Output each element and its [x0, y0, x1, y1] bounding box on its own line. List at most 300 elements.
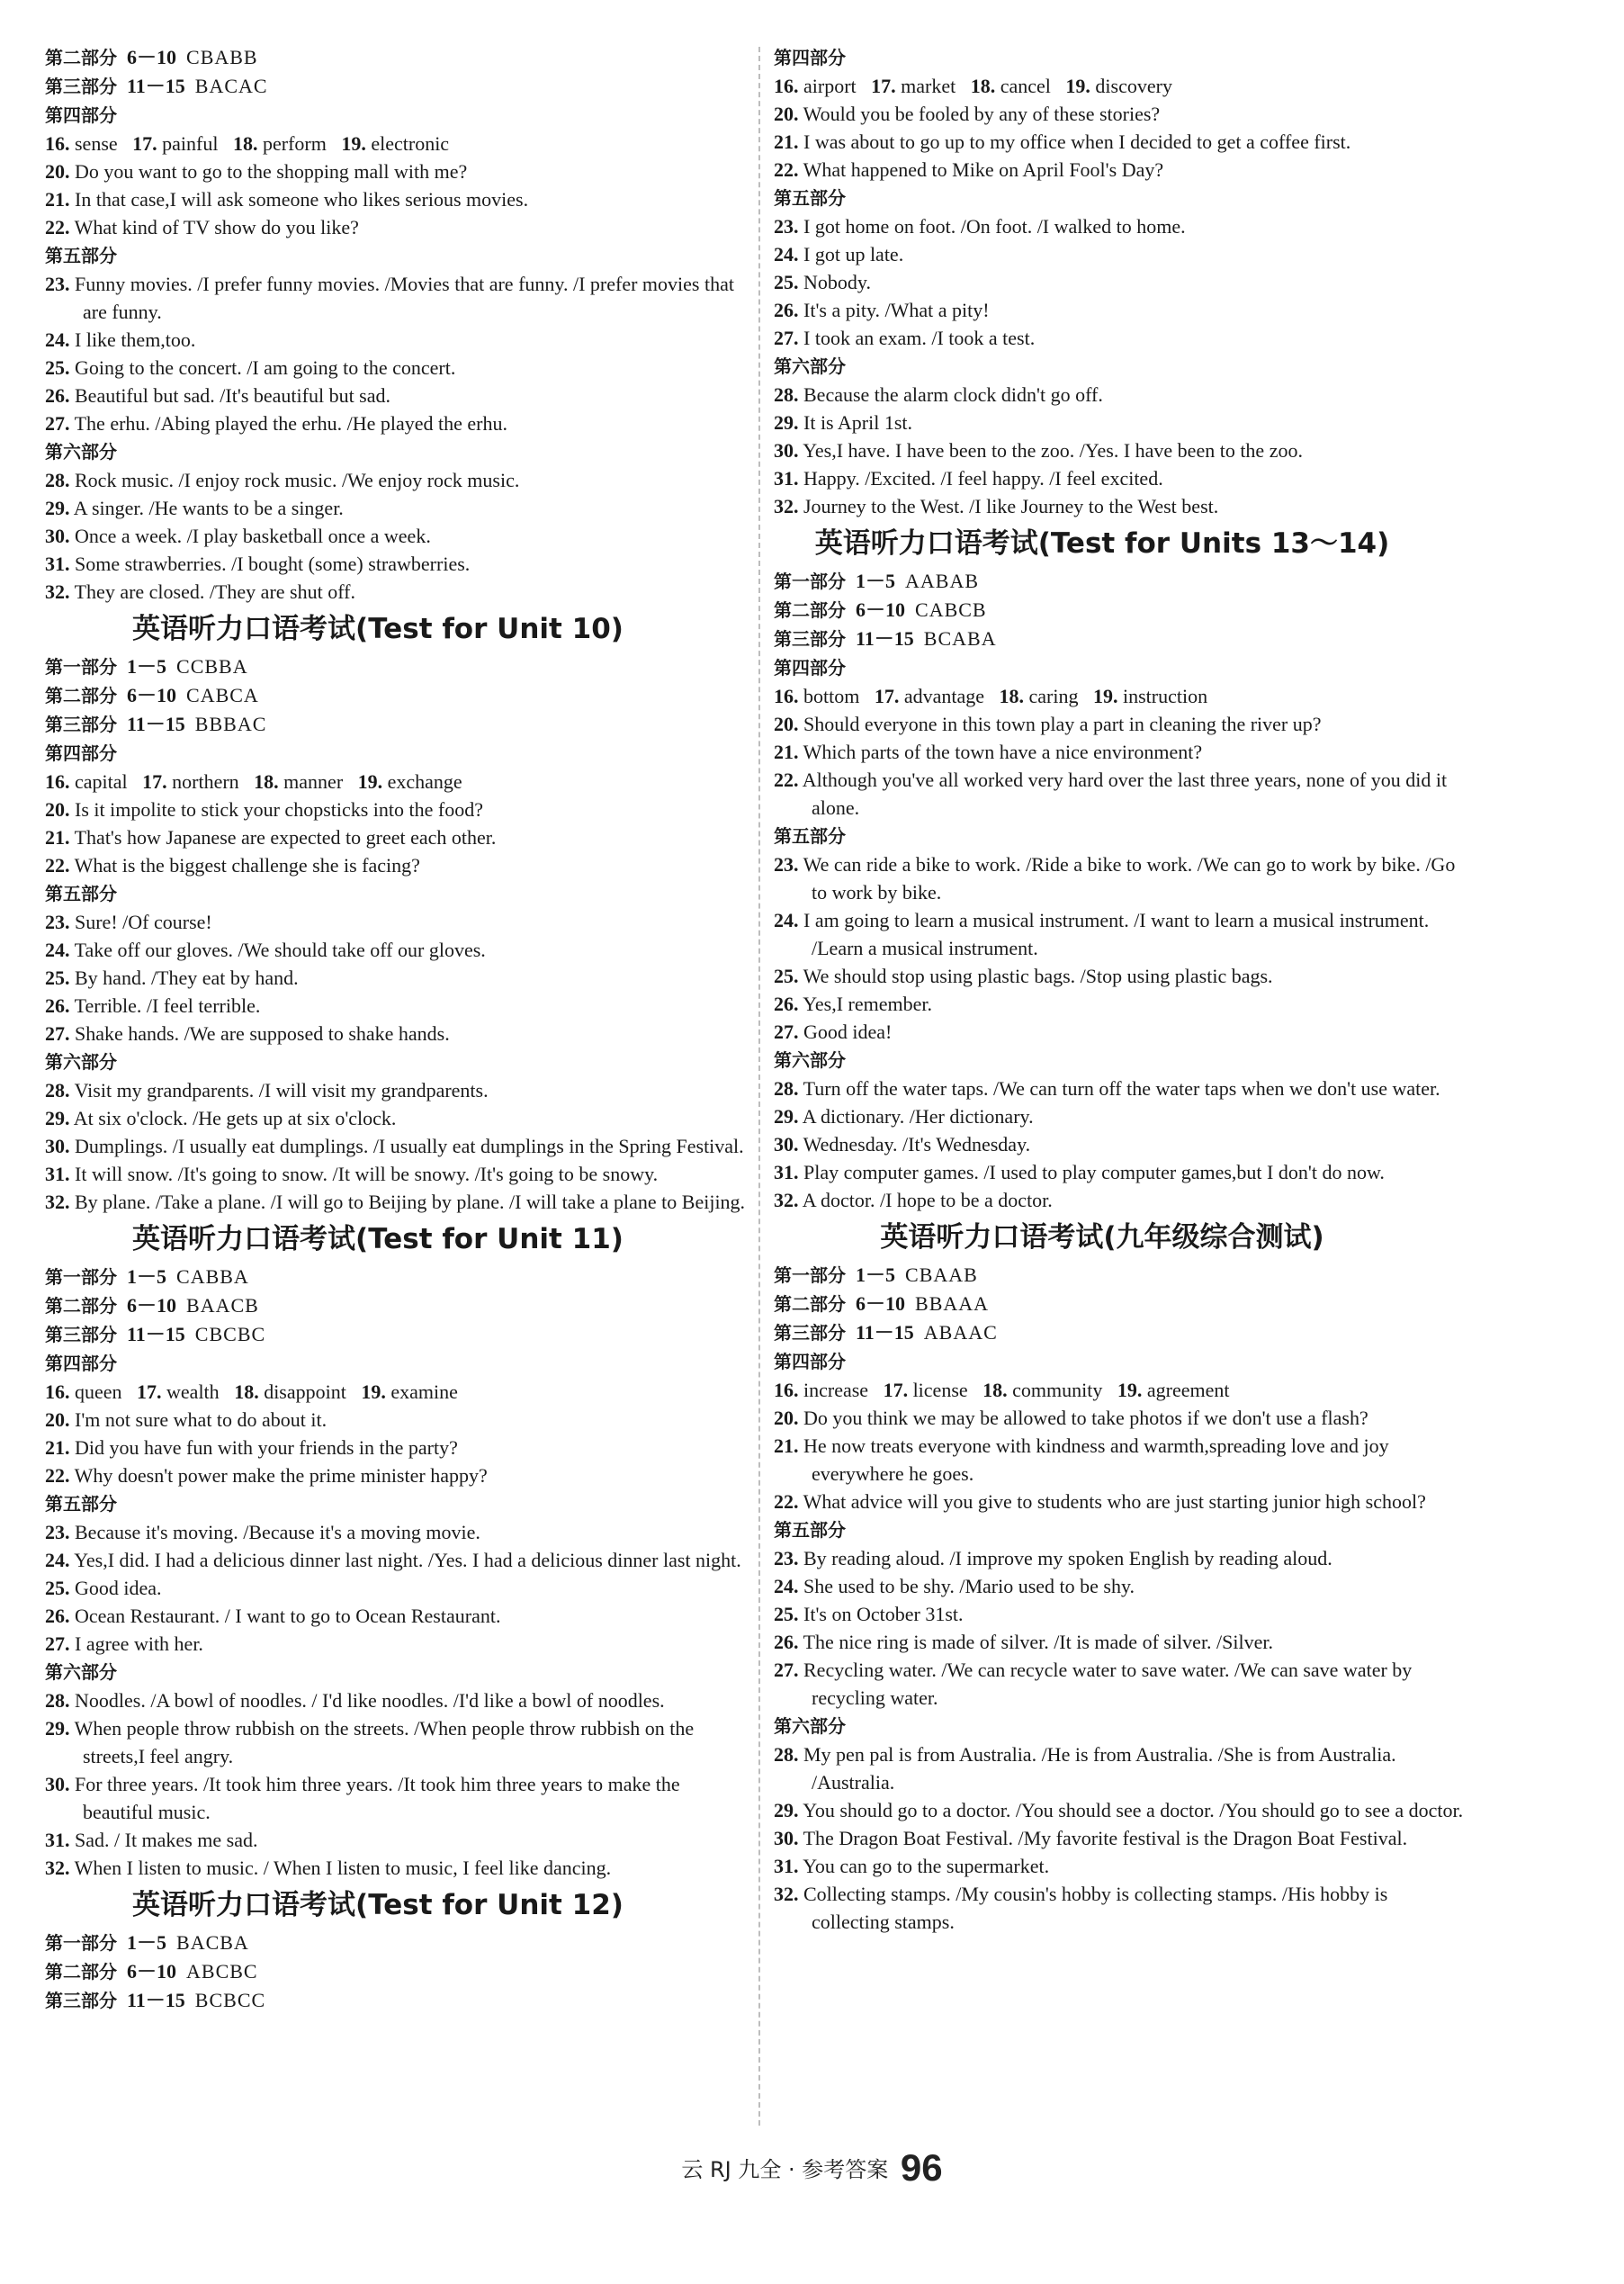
question-number: 25.	[774, 271, 799, 293]
part-label: 第二部分	[774, 1293, 846, 1315]
question-number: 31.	[774, 1855, 799, 1877]
answer-text: Play computer games. /I used to play computer games,but I don't do now.	[803, 1161, 1385, 1183]
part-label-line	[45, 1489, 747, 1518]
part-label: 第六部分	[774, 1715, 846, 1737]
answer-row	[45, 1929, 747, 1957]
part-label: 第五部分	[774, 187, 846, 209]
answer-text: Why doesn't power make the prime minister happy?	[74, 1464, 488, 1487]
section-heading: 英语听力口语考试(Test for Unit 11)	[132, 1223, 624, 1255]
question-number: 25.	[774, 965, 799, 987]
part-label-line	[774, 822, 1467, 850]
answer-letters: BCABA	[923, 627, 997, 650]
word-answer: northern	[172, 770, 239, 793]
answer-text: A dictionary. /Her dictionary.	[802, 1105, 1034, 1128]
word-answer: examine	[390, 1380, 458, 1403]
answer-item	[45, 1826, 747, 1854]
question-number: 22.	[45, 854, 70, 877]
question-number: 19.	[341, 132, 366, 155]
answer-row	[774, 1261, 1467, 1290]
question-number: 16.	[45, 770, 70, 793]
answer-item	[45, 354, 747, 382]
question-number: 16.	[45, 132, 70, 155]
answer-text: Journey to the West. /I like Journey to the West best.	[803, 495, 1219, 517]
answer-item	[45, 936, 747, 964]
answer-text: When people throw rubbish on the streets. /When people throw rubbish on the streets,I feel angry.	[74, 1717, 699, 1767]
answer-text: He now treats everyone with kindness and warmth,spreading love and joy everywhere he goes.	[803, 1434, 1395, 1485]
answer-letters: ABAAC	[923, 1321, 998, 1344]
question-number: 25.	[774, 1603, 799, 1625]
answer-item	[774, 1488, 1467, 1515]
answer-text: Do you want to go to the shopping mall with me?	[75, 160, 468, 183]
answer-row	[45, 652, 747, 681]
answer-letters: BBBAC	[194, 713, 267, 735]
answer-item	[45, 823, 747, 851]
answer-text: Shake hands. /We are supposed to shake hands.	[75, 1022, 450, 1045]
question-number: 25.	[45, 356, 70, 379]
part-label: 第六部分	[45, 1051, 117, 1073]
answer-item	[774, 1404, 1467, 1432]
part-label-line	[45, 437, 747, 466]
question-range: 6－10	[127, 1960, 177, 1983]
answer-letters: CCBBA	[176, 655, 248, 678]
answer-item	[774, 850, 1467, 906]
question-number: 28.	[45, 469, 70, 491]
word-answer: manner	[283, 770, 344, 793]
answer-item	[45, 270, 747, 326]
part-label: 第二部分	[774, 599, 846, 621]
word-answer: wealth	[166, 1380, 220, 1403]
answer-text: When I listen to music. / When I listen to music, I feel like dancing.	[74, 1857, 612, 1879]
answer-item	[45, 992, 747, 1020]
answer-text: We should stop using plastic bags. /Stop using plastic bags.	[803, 965, 1273, 987]
part-label-line	[45, 1349, 747, 1378]
question-number: 30.	[45, 525, 70, 547]
part-label-line	[774, 1046, 1467, 1075]
answer-item	[45, 1132, 747, 1160]
answer-row	[45, 681, 747, 710]
answer-item	[45, 1686, 747, 1714]
part-label: 第四部分	[774, 657, 846, 679]
question-number: 28.	[45, 1079, 70, 1102]
answer-item	[774, 1796, 1467, 1824]
question-number: 19.	[1065, 75, 1090, 97]
question-number: 18.	[254, 770, 279, 793]
word-answer-row	[774, 72, 1467, 100]
question-number: 24.	[45, 1549, 70, 1571]
question-number: 23.	[45, 1521, 70, 1543]
question-number: 16.	[774, 75, 799, 97]
answer-row	[45, 710, 747, 739]
answer-text: Noodles. /A bowl of noodles. / I'd like noodles. /I'd like a bowl of noodles.	[75, 1689, 665, 1712]
question-number: 26.	[774, 993, 799, 1015]
part-label: 第五部分	[45, 883, 117, 904]
answer-item	[774, 1656, 1467, 1712]
answer-text: Should everyone in this town play a part in cleaning the river up?	[803, 713, 1322, 735]
question-number: 27.	[774, 1021, 799, 1043]
part-label-line	[774, 1712, 1467, 1740]
answer-item	[774, 464, 1467, 492]
word-answer: bottom	[803, 685, 860, 707]
answer-text: A doctor. /I hope to be a doctor.	[802, 1189, 1053, 1211]
question-number: 27.	[45, 412, 70, 435]
question-number: 23.	[774, 853, 799, 876]
question-number: 26.	[45, 384, 70, 407]
answer-text: I got home on foot. /On foot. /I walked to home.	[803, 215, 1186, 238]
answer-text: In that case,I will ask someone who likes serious movies.	[75, 188, 529, 211]
answer-item	[45, 213, 747, 241]
answer-item	[774, 1824, 1467, 1852]
answer-text: Collecting stamps. /My cousin's hobby is collecting stamps. /His hobby is collecting stamps.	[803, 1883, 1393, 1933]
question-number: 29.	[45, 1107, 70, 1129]
answer-text: Rock music. /I enjoy rock music. /We enjoy rock music.	[75, 469, 520, 491]
question-number: 32.	[45, 580, 70, 603]
answer-text: Turn off the water taps. /We can turn off the water taps when we don't use water.	[803, 1077, 1440, 1100]
word-answer-row	[45, 768, 747, 796]
question-number: 21.	[45, 1436, 70, 1459]
answer-item	[774, 1130, 1467, 1158]
answer-item	[774, 1432, 1467, 1488]
word-answer: capital	[75, 770, 128, 793]
question-number: 17.	[871, 75, 896, 97]
answer-text: For three years. /It took him three years. /It took him three years to make the beautiful music.	[75, 1773, 686, 1823]
answer-item	[45, 851, 747, 879]
answer-item	[774, 710, 1467, 738]
part-label: 第二部分	[45, 685, 117, 706]
answer-item	[774, 240, 1467, 268]
answer-letters: BBAAA	[915, 1292, 990, 1315]
answer-text: By reading aloud. /I improve my spoken English by reading aloud.	[803, 1547, 1332, 1569]
answer-row	[45, 1263, 747, 1291]
answer-item	[774, 1018, 1467, 1046]
question-range: 6－10	[127, 46, 177, 68]
answer-letters: BACAC	[194, 75, 268, 97]
answer-item	[45, 1434, 747, 1461]
question-number: 17.	[883, 1379, 909, 1401]
word-answer: increase	[803, 1379, 869, 1401]
part-label-line	[45, 879, 747, 908]
question-number: 32.	[45, 1191, 70, 1213]
answer-letters: BACBA	[176, 1931, 249, 1954]
part-label: 第二部分	[45, 1961, 117, 1983]
question-number: 29.	[774, 1105, 799, 1128]
question-number: 23.	[45, 273, 70, 295]
part-label: 第四部分	[45, 742, 117, 764]
word-answer: market	[901, 75, 956, 97]
answer-text: She used to be shy. /Mario used to be shy.	[803, 1575, 1135, 1597]
answer-item	[774, 436, 1467, 464]
question-number: 21.	[774, 1434, 799, 1457]
question-number: 19.	[1092, 685, 1118, 707]
question-range: 1－5	[856, 570, 896, 592]
answer-item	[774, 1158, 1467, 1186]
answer-letters: CABBA	[176, 1265, 249, 1288]
section-heading: 英语听力口语考试(Test for Unit 12)	[132, 1889, 624, 1921]
word-answer: discovery	[1095, 75, 1172, 97]
answer-text: Is it impolite to stick your chopsticks into the food?	[75, 798, 483, 821]
question-number: 25.	[45, 1577, 70, 1599]
question-number: 25.	[45, 967, 70, 989]
question-number: 21.	[45, 826, 70, 849]
question-number: 24.	[45, 939, 70, 961]
answer-text: Because the alarm clock didn't go off.	[803, 383, 1103, 406]
word-answer: airport	[803, 75, 857, 97]
answer-text: The erhu. /Abing played the erhu. /He played the erhu.	[74, 412, 507, 435]
question-range: 11－15	[127, 1323, 185, 1345]
part-label-line	[774, 352, 1467, 381]
answer-text: You can go to the supermarket.	[803, 1855, 1050, 1877]
answer-text: I'm not sure what to do about it.	[75, 1408, 327, 1431]
answer-item	[45, 185, 747, 213]
answer-text: What advice will you give to students who are just starting junior high school?	[803, 1490, 1426, 1513]
answer-text: Happy. /Excited. /I feel happy. /I feel excited.	[803, 467, 1163, 490]
question-number: 22.	[45, 216, 70, 238]
question-range: 1－5	[127, 1265, 167, 1288]
part-label: 第一部分	[45, 1932, 117, 1954]
question-number: 16.	[774, 685, 799, 707]
answer-item	[45, 522, 747, 550]
question-number: 31.	[45, 553, 70, 575]
answer-text: Nobody.	[803, 271, 871, 293]
question-number: 20.	[45, 160, 70, 183]
answer-item	[45, 1406, 747, 1434]
question-range: 11－15	[856, 627, 914, 650]
question-number: 27.	[774, 327, 799, 349]
answer-item	[45, 1714, 747, 1770]
answer-item	[45, 796, 747, 823]
answer-item	[45, 964, 747, 992]
word-answer-row	[45, 130, 747, 157]
answer-item	[45, 1104, 747, 1132]
answer-text: What kind of TV show do you like?	[74, 216, 359, 238]
answer-item	[45, 382, 747, 409]
answer-text: Funny movies. /I prefer funny movies. /Movies that are funny. /I prefer movies that are funny.	[75, 273, 740, 323]
answer-text: I am going to learn a musical instrument. /I want to learn a musical instrument. /Learn a musical instrument.	[803, 909, 1434, 959]
answer-text: By plane. /Take a plane. /I will go to Beijing by plane. /I will take a plane to Beijing.	[75, 1191, 746, 1213]
answer-text: Recycling water. /We can recycle water to save water. /We can save water by recycling water.	[803, 1659, 1417, 1709]
part-label-line	[45, 1048, 747, 1076]
answer-text: Which parts of the town have a nice environment?	[803, 741, 1203, 763]
answer-text: It will snow. /It's going to snow. /It will be snowy. /It's going to be snowy.	[75, 1163, 659, 1185]
word-answer: instruction	[1122, 685, 1208, 707]
question-number: 18.	[982, 1379, 1008, 1401]
section-heading: 英语听力口语考试(Test for Units 13～14)	[814, 527, 1390, 560]
answer-text: Did you have fun with your friends in the party?	[75, 1436, 458, 1459]
answer-item	[45, 1188, 747, 1216]
word-answer: caring	[1028, 685, 1079, 707]
question-range: 1－5	[127, 1931, 167, 1954]
answer-text: Yes,I have. I have been to the zoo. /Yes. I have been to the zoo.	[803, 439, 1303, 462]
answer-text: Good idea.	[75, 1577, 162, 1599]
answer-text: Yes,I remember.	[803, 993, 932, 1015]
question-number: 29.	[774, 411, 799, 434]
question-number: 30.	[774, 1827, 799, 1849]
section-heading: 英语听力口语考试(Test for Unit 10)	[132, 613, 624, 645]
question-number: 30.	[45, 1135, 70, 1157]
answer-letters: CABCB	[915, 598, 987, 621]
answer-text: I like them,too.	[75, 328, 196, 351]
answer-item	[774, 268, 1467, 296]
part-label-line	[774, 1347, 1467, 1376]
answer-item	[45, 1546, 747, 1574]
question-number: 18.	[999, 685, 1025, 707]
question-number: 20.	[45, 798, 70, 821]
question-number: 18.	[234, 1380, 259, 1403]
question-range: 6－10	[856, 1292, 906, 1315]
footer-text: 云 RJ 九全 · 参考答案	[681, 2157, 889, 2182]
question-range: 11－15	[127, 1989, 185, 2011]
question-number: 22.	[774, 769, 799, 791]
question-number: 24.	[45, 328, 70, 351]
question-number: 31.	[45, 1163, 70, 1185]
answer-text: A singer. /He wants to be a singer.	[73, 497, 344, 519]
word-answer-row	[774, 1376, 1467, 1404]
answer-item	[45, 1602, 747, 1630]
word-answer: perform	[262, 132, 327, 155]
answer-text: We can ride a bike to work. /Ride a bike to work. /We can go to work by bike. /Go to work by bike.	[803, 853, 1460, 904]
answer-text: Yes,I did. I had a delicious dinner last night. /Yes. I had a delicious dinner last night.	[74, 1549, 741, 1571]
answer-text: I agree with her.	[75, 1632, 203, 1655]
question-number: 17.	[132, 132, 157, 155]
question-number: 22.	[774, 1490, 799, 1513]
answer-row	[774, 625, 1467, 653]
part-label: 第一部分	[774, 1264, 846, 1286]
answer-text: It is April 1st.	[803, 411, 913, 434]
question-number: 24.	[774, 909, 799, 931]
question-number: 26.	[45, 994, 70, 1017]
answer-row	[45, 1320, 747, 1349]
answer-item	[774, 324, 1467, 352]
answer-item	[774, 1600, 1467, 1628]
part-label: 第六部分	[45, 441, 117, 463]
part-label: 第三部分	[45, 714, 117, 735]
answer-item	[774, 296, 1467, 324]
part-label-line	[45, 739, 747, 768]
question-number: 21.	[774, 130, 799, 153]
question-number: 29.	[45, 497, 70, 519]
question-number: 27.	[45, 1632, 70, 1655]
question-number: 32.	[774, 1189, 799, 1211]
answer-text: Once a week. /I play basketball once a week.	[75, 525, 431, 547]
answer-item	[774, 1572, 1467, 1600]
answer-text: Would you be fooled by any of these stories?	[803, 103, 1161, 125]
answer-item	[45, 466, 747, 494]
answer-item	[774, 1740, 1467, 1796]
answer-item	[45, 1574, 747, 1602]
answer-letters: BAACB	[186, 1294, 259, 1317]
answer-item	[774, 1186, 1467, 1214]
question-number: 23.	[774, 1547, 799, 1569]
answer-item	[45, 1854, 747, 1882]
answer-text: They are closed. /They are shut off.	[74, 580, 355, 603]
answer-letters: CBABB	[186, 46, 258, 68]
part-label: 第六部分	[774, 1049, 846, 1071]
page-footer	[0, 2146, 1624, 2190]
answer-item	[45, 578, 747, 606]
part-label: 第一部分	[45, 656, 117, 678]
answer-row	[45, 43, 747, 72]
question-number: 20.	[774, 103, 799, 125]
answer-item	[45, 1461, 747, 1489]
section-heading: 英语听力口语考试(九年级综合测试)	[880, 1221, 1324, 1254]
answer-text: I was about to go up to my office when I decided to get a coffee first.	[803, 130, 1351, 153]
answer-text: At six o'clock. /He gets up at six o'clock.	[73, 1107, 397, 1129]
question-number: 20.	[774, 713, 799, 735]
column-divider	[758, 47, 760, 2126]
answer-text: Visit my grandparents. /I will visit my grandparents.	[74, 1079, 489, 1102]
answer-text: Ocean Restaurant. / I want to go to Ocean Restaurant.	[75, 1605, 501, 1627]
answer-item	[45, 1076, 747, 1104]
answer-text: Beautiful but sad. /It's beautiful but sad.	[75, 384, 391, 407]
answer-row	[774, 1318, 1467, 1347]
part-label: 第四部分	[45, 1353, 117, 1374]
answer-item	[774, 1075, 1467, 1102]
answer-item	[774, 1102, 1467, 1130]
question-range: 6－10	[127, 1294, 177, 1317]
answer-item	[774, 128, 1467, 156]
part-label: 第二部分	[45, 1295, 117, 1317]
answer-row	[774, 1290, 1467, 1318]
answer-text: Do you think we may be allowed to take photos if we don't use a flash?	[803, 1407, 1368, 1429]
answer-row	[45, 1986, 747, 2015]
answer-item	[45, 1020, 747, 1048]
answer-text: Although you've all worked very hard over the last three years, none of you did it alone.	[802, 769, 1452, 819]
part-label: 第六部分	[774, 355, 846, 377]
answer-text: It's a pity. /What a pity!	[803, 299, 990, 321]
answer-item	[774, 990, 1467, 1018]
question-number: 28.	[45, 1689, 70, 1712]
question-range: 1－5	[127, 655, 167, 678]
word-answer: cancel	[1000, 75, 1051, 97]
answer-item	[45, 1518, 747, 1546]
left-column	[45, 43, 747, 2015]
word-answer: community	[1012, 1379, 1103, 1401]
answer-item	[45, 409, 747, 437]
question-number: 22.	[45, 1464, 70, 1487]
part-label: 第三部分	[774, 1322, 846, 1344]
question-number: 32.	[45, 1857, 70, 1879]
question-number: 32.	[774, 1883, 799, 1905]
answer-text: What is the biggest challenge she is facing?	[74, 854, 420, 877]
answer-item	[774, 906, 1467, 962]
answer-letters: ABCBC	[186, 1960, 258, 1983]
answer-text: Going to the concert. /I am going to the concert.	[75, 356, 456, 379]
answer-row	[45, 1957, 747, 1986]
answer-text: Sad. / It makes me sad.	[75, 1829, 258, 1851]
answer-text: Sure! /Of course!	[75, 911, 212, 933]
answer-item	[774, 381, 1467, 409]
question-number: 21.	[774, 741, 799, 763]
question-number: 31.	[45, 1829, 70, 1851]
question-number: 23.	[45, 911, 70, 933]
question-number: 29.	[774, 1799, 799, 1821]
answer-item	[774, 492, 1467, 520]
answer-item	[45, 550, 747, 578]
answer-text: Some strawberries. /I bought (some) strawberries.	[75, 553, 471, 575]
answer-text: Because it's moving. /Because it's a moving movie.	[75, 1521, 480, 1543]
word-answer-row	[774, 682, 1467, 710]
question-number: 31.	[774, 467, 799, 490]
page-number: 96	[900, 2146, 943, 2189]
word-answer: license	[912, 1379, 968, 1401]
answer-item	[774, 1544, 1467, 1572]
answer-letters: CBAAB	[905, 1263, 978, 1286]
word-answer: disappoint	[264, 1380, 346, 1403]
word-answer: exchange	[387, 770, 462, 793]
question-number: 28.	[774, 1077, 799, 1100]
answer-text: The nice ring is made of silver. /It is made of silver. /Silver.	[803, 1631, 1274, 1653]
answer-text: Wednesday. /It's Wednesday.	[803, 1133, 1031, 1155]
part-label-line	[774, 1515, 1467, 1544]
